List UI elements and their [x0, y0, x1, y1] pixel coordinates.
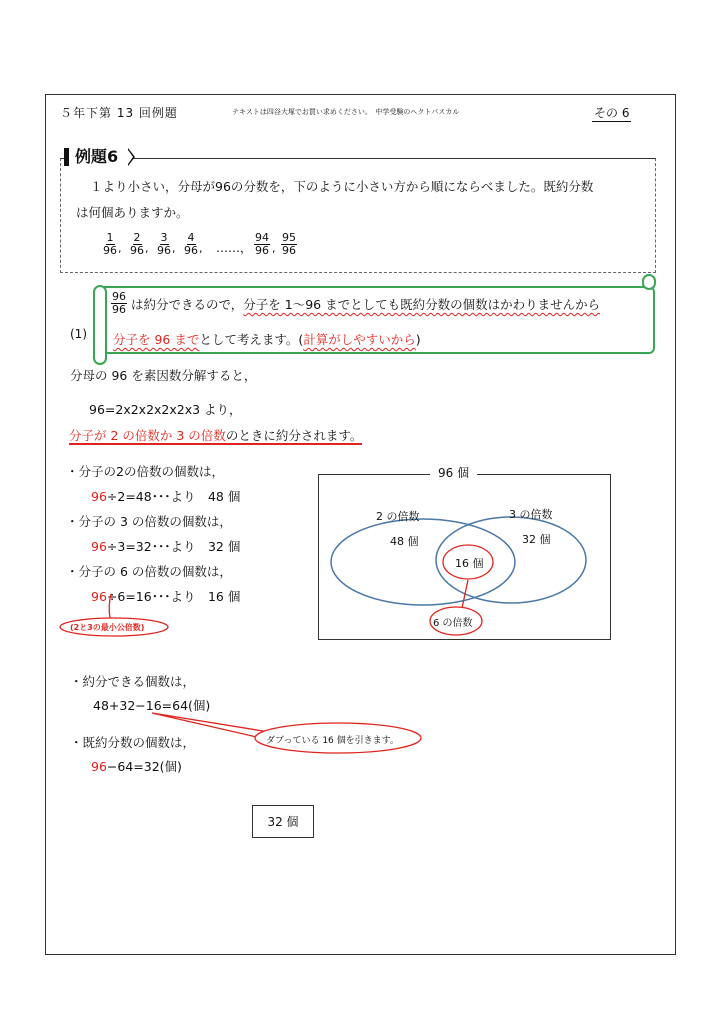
lesson-title: ５年下第 13 回例題: [60, 106, 178, 120]
calc-reducible-count: 48+32−16=64(個): [93, 698, 211, 713]
venn-title: 96 個: [430, 464, 477, 481]
venn-left-label: 2 の倍数: [376, 510, 420, 523]
hint-line1: は約分できるので，分子を 1～96 までとしても既約分数の個数はかわりませんから: [131, 297, 601, 312]
notice-text: テキストは四谷大塚でお買い求めください。 中学受験のヘクトパスカル: [232, 108, 460, 116]
calc-multiples-of-3: 96÷3=32･･･より 32 個: [91, 539, 241, 554]
hint-box-scroll-top: [642, 274, 656, 290]
problem-text-line2: は何個ありますか。: [76, 205, 189, 220]
venn-overlap-label: 6 の倍数: [433, 618, 473, 629]
solution-line1: 分母の 96 を素因数分解すると，: [70, 368, 257, 383]
hint-box-scroll-left: [93, 285, 107, 365]
venn-right-count: 32 個: [522, 533, 551, 546]
hint-line2: 分子を 96 までとして考えます。(計算がしやすいから): [113, 332, 421, 347]
venn-left-count: 48 個: [390, 535, 419, 548]
calc-irreducible-count: 96−64=32(個): [91, 759, 182, 774]
bullet-multiples-of-2: ・分子の2の倍数の個数は，: [66, 464, 224, 479]
lcm-note: (2と3の最小公倍数): [70, 623, 145, 632]
answer-box: 32 個: [252, 805, 314, 838]
venn-overlap-count: 16 個: [455, 557, 484, 570]
venn-right-label: 3 の倍数: [509, 508, 553, 521]
bullet-multiples-of-3: ・分子の 3 の倍数の個数は，: [66, 514, 232, 529]
fraction: $\frac{2}{96}$: [130, 231, 144, 257]
fraction: $\frac{3}{96}$: [157, 231, 171, 257]
calc-multiples-of-6: 96÷6=16･･･より 16 個: [91, 589, 241, 604]
fraction: $\frac{94}{96}$: [255, 231, 269, 257]
solution-line3: 分子が 2 の倍数か 3 の倍数のときに約分されます。: [69, 428, 363, 443]
fraction: $\frac{95}{96}$: [282, 231, 296, 257]
part-label: (1): [70, 327, 87, 341]
calc-multiples-of-2: 96÷2=48･･･より 48 個: [91, 489, 241, 504]
problem-text-line1: １より小さい，分母が96の分数を，下のように小さい方から順にならべました。既約分数: [90, 179, 594, 194]
bullet-irreducible-count: ・既約分数の個数は，: [70, 735, 196, 750]
bullet-reducible-count: ・約分できる個数は，: [70, 674, 196, 689]
fraction: $\frac{4}{96}$: [184, 231, 198, 257]
bullet-multiples-of-6: ・分子の 6 の倍数の個数は，: [66, 564, 232, 579]
fraction-ellipsis: ……，: [216, 241, 253, 255]
hint-fraction: $\frac{96}{96}$: [112, 290, 126, 316]
solution-line2: 96=2x2x2x2x2x3 より，: [89, 402, 242, 417]
problem-tag: 例題6: [64, 148, 128, 166]
dup-note: ダブっている 16 個を引きます。: [266, 736, 399, 746]
problem-text: [76, 174, 648, 226]
page-number: その 6: [594, 106, 630, 120]
fraction: $\frac{1}{96}$: [103, 231, 117, 257]
